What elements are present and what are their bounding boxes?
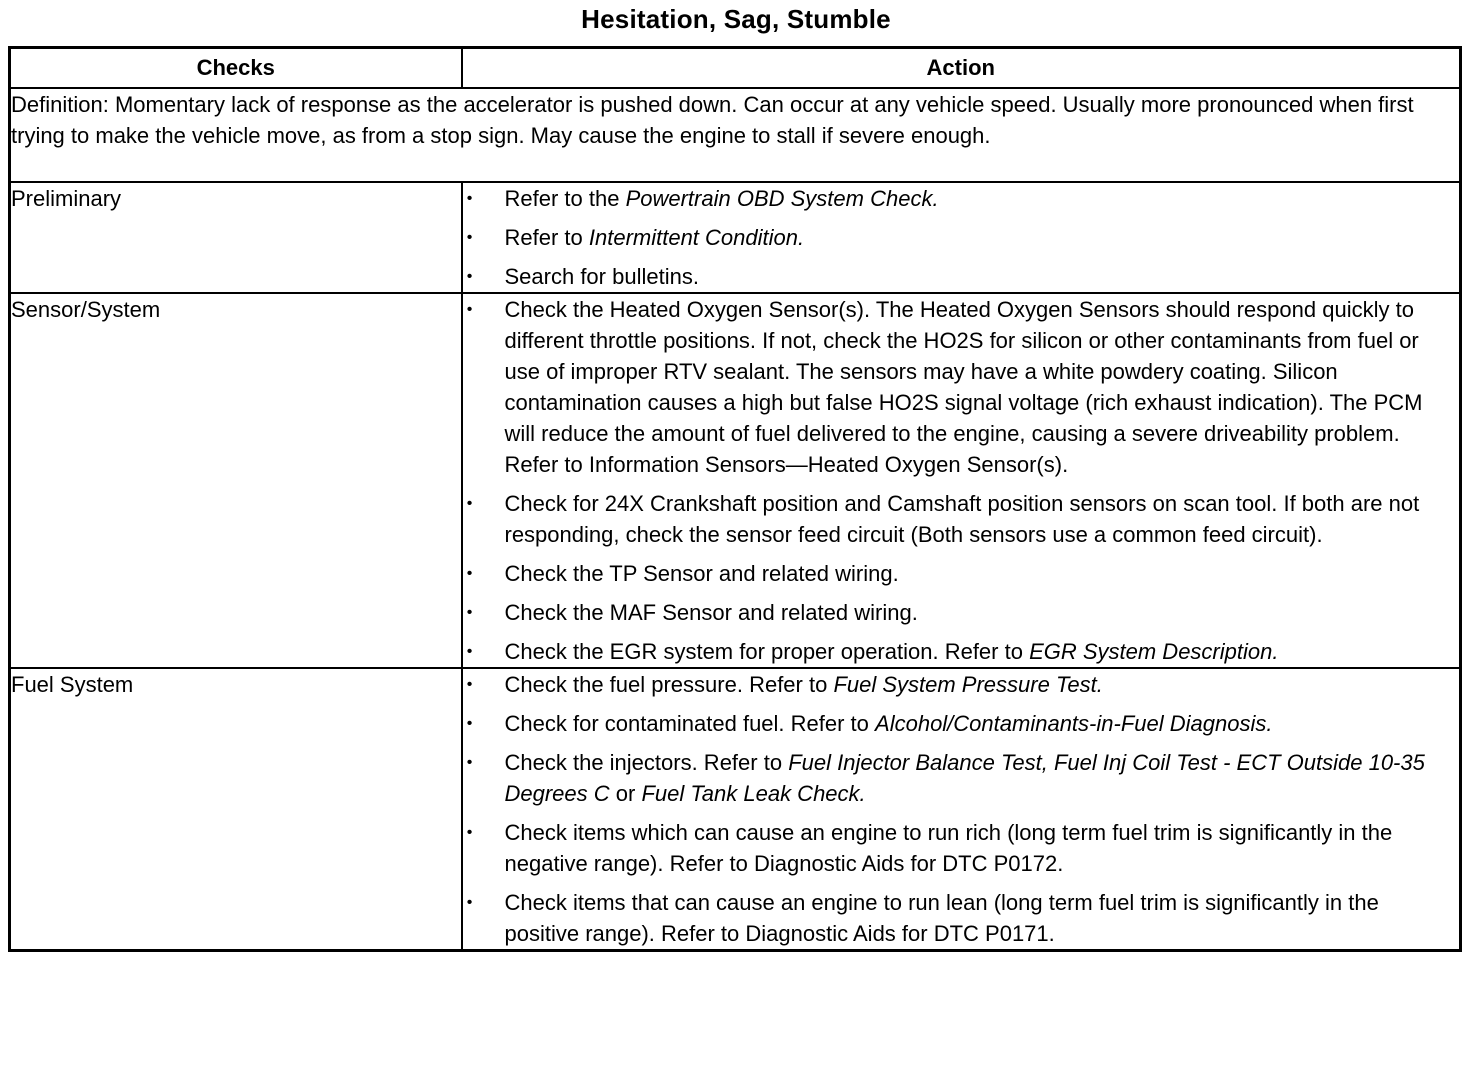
page-title: Hesitation, Sag, Stumble (581, 4, 891, 34)
action-text: Check items which can cause an engine to run rich (long term fuel trim is significantly in the negative range). Refer to Diagnostic Aids for DTC P0172. (504, 820, 1393, 876)
bullet-icon: • (466, 643, 473, 660)
bullet-icon: • (466, 676, 473, 693)
table-row (10, 182, 1461, 293)
reference-text: Fuel System Pressure Test. (833, 672, 1103, 697)
action-text: Check the EGR system for proper operation. Refer to (504, 639, 1030, 664)
reference-text: EGR System Description. (1029, 639, 1279, 664)
list-item (463, 636, 1460, 667)
bullet-icon: • (466, 565, 473, 582)
header-row (10, 48, 1461, 89)
list-item (463, 597, 1460, 628)
list-item (463, 747, 1460, 809)
action-text: Check the Heated Oxygen Sensor(s). The Heated Oxygen Sensors should respond quickly to different throttle positions. If not, check the HO2S for silicon or other contaminants from fuel or use of improper RTV sealant. The sensors may have a white powdery coating. Silicon contamination causes a high but false HO2S signal voltage (rich exhaust indication). The PCM will reduce the amount of fuel delivered to the engine, causing a severe driveability problem. Refer to Information Sensors—Heated Oxygen Sensor(s). (504, 297, 1423, 477)
action-text: Check items that can cause an engine to run lean (long term fuel trim is significantly in the positive range). Refer to Diagnostic Aids for DTC P0171. (504, 890, 1379, 946)
action-text: Check for contaminated fuel. Refer to (504, 711, 876, 736)
list-item (463, 669, 1460, 700)
list-item (463, 708, 1460, 739)
bullet-icon: • (466, 824, 473, 841)
list-item (463, 183, 1460, 214)
list-item (463, 222, 1460, 253)
bullet-icon: • (466, 268, 473, 285)
column-header-checks: Checks (10, 48, 462, 89)
column-header-action: Action (462, 48, 1461, 89)
list-item (463, 488, 1460, 550)
bullet-icon: • (466, 894, 473, 911)
bullet-icon: • (466, 190, 473, 207)
reference-text: Intermittent Condition. (588, 225, 805, 250)
list-item (463, 261, 1460, 292)
reference-text: Powertrain OBD System Check. (625, 186, 939, 211)
action-cell (462, 182, 1461, 293)
action-text: Refer to (504, 225, 589, 250)
list-item (463, 294, 1460, 480)
reference-text: Alcohol/Contaminants-in-Fuel Diagnosis. (875, 711, 1273, 736)
definition-row (10, 88, 1461, 182)
table-row (10, 293, 1461, 668)
table-row (10, 668, 1461, 951)
action-text: Check the injectors. Refer to (504, 750, 789, 775)
action-cell (462, 293, 1461, 668)
action-text: Check the fuel pressure. Refer to (504, 672, 834, 697)
reference-text: Fuel Injector Balance Test, Fuel Inj Coil Test - ECT Outside 10-35 Degrees C (504, 750, 1425, 806)
action-text: Refer to the (504, 186, 626, 211)
bullet-icon: • (466, 301, 473, 318)
action-list (463, 183, 1460, 292)
list-item (463, 558, 1460, 589)
bullet-icon: • (466, 754, 473, 771)
reference-text: Fuel Tank Leak Check. (641, 781, 866, 806)
action-text: or (609, 781, 642, 806)
action-list (463, 294, 1460, 667)
bullet-icon: • (466, 604, 473, 621)
bullet-icon: • (466, 715, 473, 732)
check-cell: Sensor/System (10, 293, 462, 668)
bullet-icon: • (466, 229, 473, 246)
action-list (463, 669, 1460, 949)
diagnostic-table (8, 46, 1462, 952)
list-item (463, 887, 1460, 949)
definition-text: Definition: Momentary lack of response as the accelerator is pushed down. Can occur at any vehicle speed. Usually more pronounced when first trying to make the vehicle move, as from a stop sign. May cause the engine to stall if severe enough. (10, 88, 1461, 182)
action-text: Check the MAF Sensor and related wiring. (504, 600, 918, 625)
bullet-icon: • (466, 495, 473, 512)
list-item (463, 817, 1460, 879)
action-text: Check for 24X Crankshaft position and Camshaft position sensors on scan tool. If both are not responding, check the sensor feed circuit (Both sensors use a common feed circuit). (504, 491, 1420, 547)
action-text: Check the TP Sensor and related wiring. (504, 561, 899, 586)
action-text: Search for bulletins. (504, 264, 699, 289)
action-cell (462, 668, 1461, 951)
check-cell: Fuel System (10, 668, 462, 951)
check-cell: Preliminary (10, 182, 462, 293)
